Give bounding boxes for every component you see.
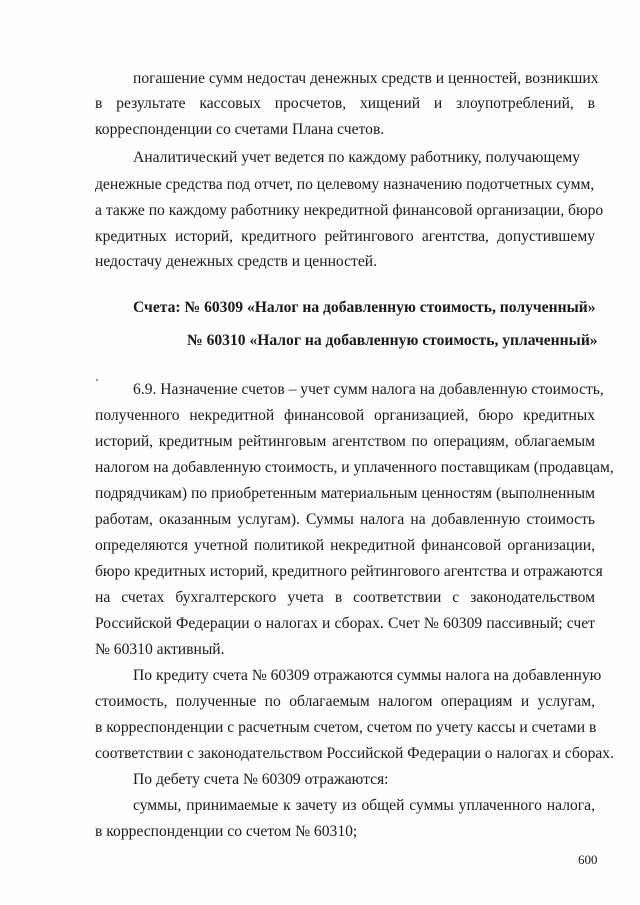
text-line: в результате кассовых просчетов, хищений и злоупотреблений, в bbox=[95, 95, 595, 112]
text-line: По дебету счета № 60309 отражаются: bbox=[133, 771, 389, 788]
text-line: подрядчикам) по приобретенным материальным ценностям (выполненным bbox=[95, 485, 595, 502]
text-line: соответствии с законодательством Российской Федерации о налогах и сборах. bbox=[95, 745, 615, 762]
text-line: суммы, принимаемые к зачету из общей суммы уплаченного налога, bbox=[133, 797, 595, 814]
text-line: в корреспонденции со счетом № 60310; bbox=[95, 823, 358, 840]
text-line: 6.9. Назначение счетов – учет сумм налога на добавленную стоимость, bbox=[133, 381, 604, 398]
text-line: № 60310 активный. bbox=[95, 641, 225, 658]
text-line: Российской Федерации о налогах и сборах. Счет № 60309 пассивный; счет bbox=[95, 615, 595, 632]
text-line: корреспонденции со счетами Плана счетов. bbox=[95, 121, 385, 138]
text-line: полученного некредитной финансовой организацией, бюро кредитных bbox=[95, 407, 595, 424]
text-line: историй, кредитным рейтинговым агентством по операциям, облагаемым bbox=[95, 433, 595, 450]
text-line: бюро кредитных историй, кредитного рейтингового агентства и отражаются bbox=[95, 563, 603, 580]
text-line: а также по каждому работнику некредитной финансовой организации, бюро bbox=[95, 202, 604, 219]
text-line: стоимость, полученные по облагаемым налогом операциям и услугам, bbox=[95, 693, 595, 710]
text-line: определяются учетной политикой некредитной финансовой организации, bbox=[95, 537, 595, 554]
text-line: недостачу денежных средств и ценностей. bbox=[95, 253, 378, 270]
text-line: кредитных историй, кредитного рейтингового агентства, допустившему bbox=[95, 228, 595, 245]
text-line: на счетах бухгалтерского учета в соответствии с законодательством bbox=[95, 589, 595, 606]
text-line: Аналитический учет ведется по каждому работнику, получающему bbox=[133, 149, 581, 166]
scan-speck bbox=[96, 379, 98, 381]
section-heading-line-1: Счета: № 60309 «Налог на добавленную стоимость, полученный» bbox=[133, 299, 596, 316]
text-line: работам, оказанным услугам). Суммы налога на добавленную стоимость bbox=[95, 511, 595, 528]
text-line: в корреспонденции с расчетным счетом, счетом по учету кассы и счетами в bbox=[95, 719, 597, 736]
text-line: погашение сумм недостач денежных средств и ценностей, возникших bbox=[133, 70, 599, 87]
section-heading-line-2: № 60310 «Налог на добавленную стоимость, уплаченный» bbox=[187, 332, 598, 349]
page-number: 600 bbox=[578, 852, 598, 867]
text-line: налогом на добавленную стоимость, и уплаченного поставщикам (продавцам, bbox=[95, 459, 614, 476]
text-line: По кредиту счета № 60309 отражаются суммы налога на добавленную bbox=[133, 667, 602, 684]
text-line: денежные средства под отчет, по целевому назначению подотчетных сумм, bbox=[95, 176, 595, 193]
